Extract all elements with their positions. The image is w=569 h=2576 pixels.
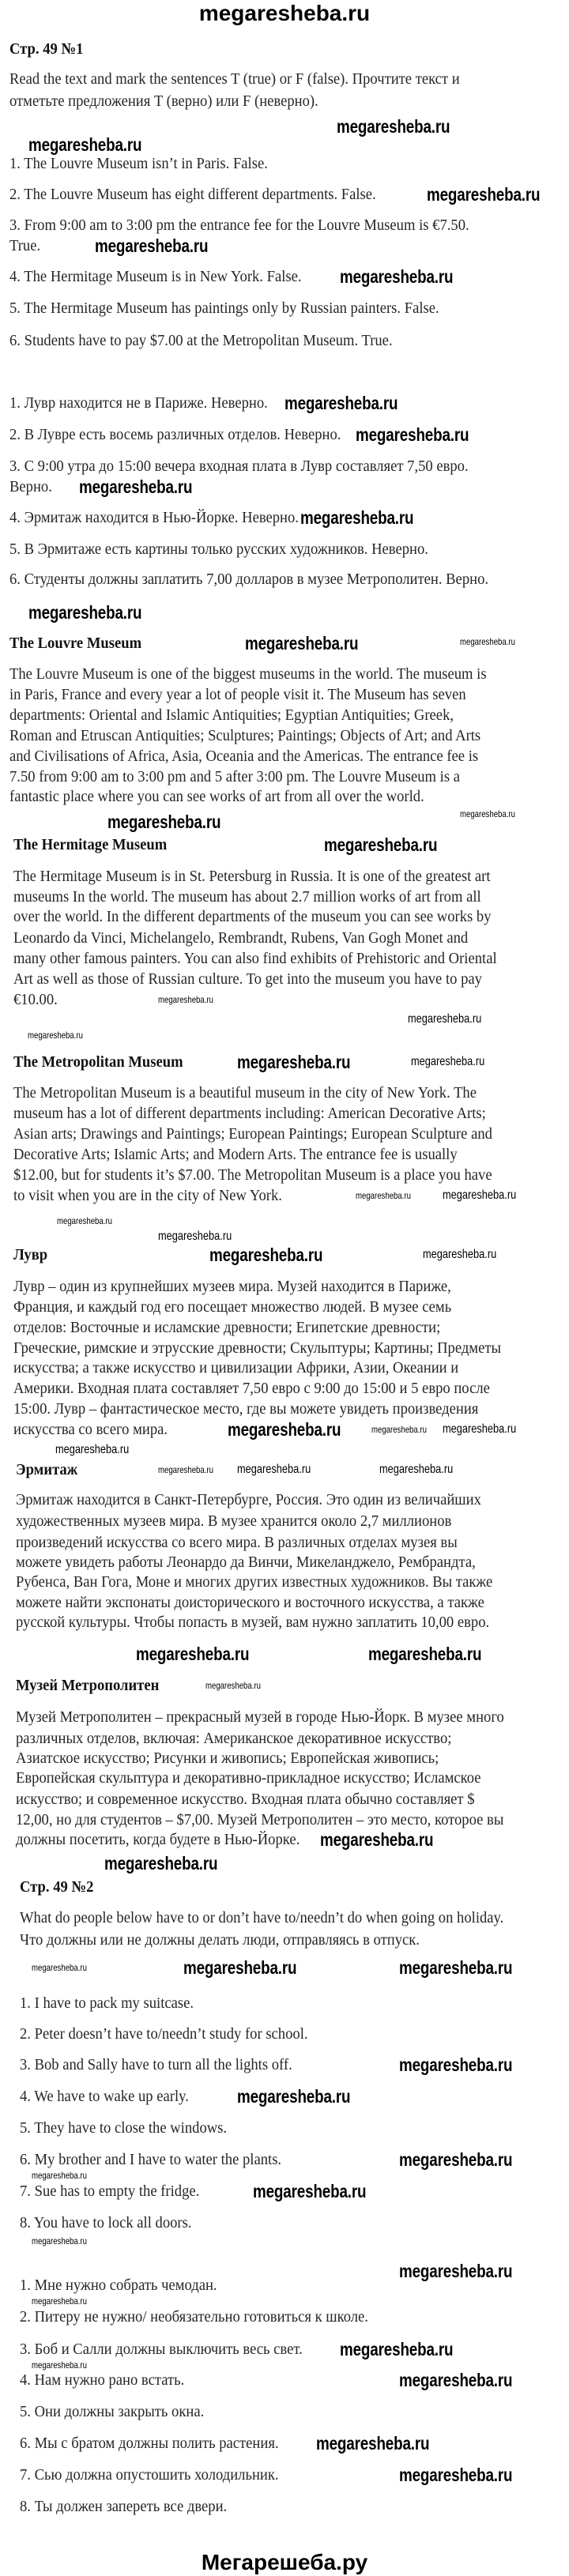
watermark-logo: megaresheba.ru xyxy=(423,1248,497,1261)
watermark-logo: megaresheba.ru xyxy=(253,2181,367,2201)
paragraph-line: должны посетить, когда будете в Нью-Йорке. xyxy=(16,1831,300,1848)
watermark-logo: megaresheba.ru xyxy=(337,116,450,137)
paragraph-line: Decorative Arts; Islamic Arts; and Modern Arts. The entrance fee is usually xyxy=(13,1146,458,1163)
watermark-logo: megaresheba.ru xyxy=(136,1644,250,1664)
watermark-logo: megaresheba.ru xyxy=(32,2295,87,2307)
answer-item: 2. The Louvre Museum has eight different departments. False. xyxy=(9,186,376,203)
paragraph-line: Лувр – один из крупнейших музеев мира. Музей находится в Париже, xyxy=(13,1278,451,1295)
answer-item: 4. Эрмитаж находится в Нью-Йорке. Неверно. xyxy=(9,509,299,526)
instruction-line: What do people below have to or don’t have to/needn’t do when going on holiday. xyxy=(20,1909,504,1926)
watermark-logo: megaresheba.ru xyxy=(460,636,515,647)
section-heading: Лувр xyxy=(13,1246,48,1264)
exercise-title: Стр. 49 №2 xyxy=(20,1878,94,1896)
answer-item: 5. The Hermitage Museum has paintings only by Russian painters. False. xyxy=(9,299,439,317)
answer-item: 4. The Hermitage Museum is in New York. False. xyxy=(9,268,302,285)
answer-item: 3. Bob and Sally have to turn all the lights off. xyxy=(20,2056,292,2073)
answer-item: 6. Мы с братом должны полить растения. xyxy=(20,2435,279,2452)
paragraph-line: The Metropolitan Museum is a beautiful museum in the city of New York. The xyxy=(13,1084,477,1102)
paragraph-line: Греческие, римские и этрусские древности; Скульптуры; Картины; Предметы xyxy=(13,1339,501,1357)
paragraph-line: отделов: Восточные и исламские древности; Египетские древности; xyxy=(13,1319,441,1336)
paragraph-line: 12,00, но для студентов – $7,00. Музей Метрополитен – это место, которое вы xyxy=(16,1811,504,1828)
paragraph-line: можете найти экспонаты доисторического и восточного искусства, а также xyxy=(16,1594,484,1611)
watermark-logo: megaresheba.ru xyxy=(379,1463,454,1476)
watermark-logo: megaresheba.ru xyxy=(57,1215,112,1226)
watermark-logo: megaresheba.ru xyxy=(237,1052,351,1072)
paragraph-line: €10.00. xyxy=(13,991,58,1008)
watermark-logo: megaresheba.ru xyxy=(460,808,515,819)
answer-item: 4. We have to wake up early. xyxy=(20,2088,189,2105)
answer-item: 6. Students have to pay $7.00 at the Metropolitan Museum. True. xyxy=(9,332,393,349)
watermark-logo: megaresheba.ru xyxy=(158,1230,232,1243)
answer-item: 1. The Louvre Museum isn’t in Paris. False. xyxy=(9,155,268,172)
section-heading: Музей Метрополитен xyxy=(16,1677,160,1694)
watermark-logo: megaresheba.ru xyxy=(209,1245,323,1265)
footer-logo[interactable]: Мегарешеба.ру xyxy=(201,2550,368,2574)
paragraph-line: $12.00, but for students it’s $7.00. The Metropolitan Museum is a place you have xyxy=(13,1166,492,1184)
watermark-logo: megaresheba.ru xyxy=(284,393,398,413)
answer-item: 3. Боб и Салли должны выключить весь свет. xyxy=(20,2341,303,2358)
paragraph-line: museum has a lot of different departments including: American Decorative Arts; xyxy=(13,1105,486,1122)
watermark-logo: megaresheba.ru xyxy=(32,2359,87,2371)
answer-item: 1. I have to pack my suitcase. xyxy=(20,1994,194,2012)
watermark-logo: megaresheba.ru xyxy=(399,2370,513,2390)
answer-item: 1. Мне нужно собрать чемодан. xyxy=(20,2277,217,2294)
answer-item: 5. Они должны закрыть окна. xyxy=(20,2403,205,2420)
paragraph-line: Asian arts; Drawings and Paintings; European Paintings; European Sculpture and xyxy=(13,1125,492,1143)
paragraph-line: over the world. In the different departments of the museum you can see works by xyxy=(13,908,492,925)
paragraph-line: искусство; и современное искусство. Входная плата обычно составляет $ xyxy=(16,1791,475,1808)
answer-item: 4. Нам нужно рано встать. xyxy=(20,2371,185,2389)
watermark-logo: megaresheba.ru xyxy=(237,2086,351,2107)
watermark-logo: megaresheba.ru xyxy=(205,1680,261,1691)
watermark-logo: megaresheba.ru xyxy=(340,2339,454,2359)
watermark-logo: megaresheba.ru xyxy=(316,2433,430,2454)
watermark-logo: megaresheba.ru xyxy=(320,1829,434,1850)
watermark-logo: megaresheba.ru xyxy=(32,1962,87,1973)
watermark-logo: megaresheba.ru xyxy=(411,1055,485,1068)
paragraph-line: 7.50 from 9:00 am to 3:00 pm and 5 after 3:00 pm. The Louvre Museum is a xyxy=(9,768,460,785)
watermark-logo: megaresheba.ru xyxy=(228,1419,341,1440)
paragraph-line: museums In the world. The museum has about 2.7 million works of art from all xyxy=(13,888,481,906)
watermark-logo: megaresheba.ru xyxy=(95,235,209,256)
paragraph-line: Европейская скульптура и декоративно-прикладное искусство; Исламское xyxy=(16,1769,481,1787)
paragraph-line: departments: Oriental and Islamic Antiquities; Egyptian Antiquities; Greek, xyxy=(9,706,454,724)
section-heading: The Louvre Museum xyxy=(9,635,142,652)
paragraph-line: Франция, и каждый год его посещает множество людей. В музее семь xyxy=(13,1298,452,1316)
instruction-line: Что должны или не должны делать люди, отправляясь в отпуск. xyxy=(20,1931,420,1949)
instruction-line: Read the text and mark the sentences T (true) or F (false). Прочтите текст и xyxy=(9,70,460,88)
watermark-logo: megaresheba.ru xyxy=(399,1957,513,1978)
answer-item: 8. Ты должен запереть все двери. xyxy=(20,2498,228,2515)
watermark-logo: megaresheba.ru xyxy=(300,507,414,528)
watermark-logo: megaresheba.ru xyxy=(408,1012,482,1026)
watermark-logo: megaresheba.ru xyxy=(28,134,142,155)
watermark-logo: megaresheba.ru xyxy=(32,2235,87,2246)
answer-item: 5. В Эрмитаже есть картины только русских художников. Неверно. xyxy=(9,540,428,558)
watermark-logo: megaresheba.ru xyxy=(443,1188,517,1202)
paragraph-line: искусства; а также искусство и цивилизации Африки, Азии, Океании и xyxy=(13,1359,459,1377)
answer-item: 6. Студенты должны заплатить 7,00 долларов в музее Метрополитен. Верно. xyxy=(9,571,489,588)
paragraph-line: Leonardo da Vinci, Michelangelo, Rembrandt, Rubens, Van Gogh Monet and xyxy=(13,929,469,947)
watermark-logo: megaresheba.ru xyxy=(55,1443,130,1456)
answer-item: 1. Лувр находится не в Париже. Неверно. xyxy=(9,394,268,412)
paragraph-line: Рубенса, Ван Гога, Моне и многих других известных художников. Вы также xyxy=(16,1573,493,1591)
paragraph-line: to visit when you are in the city of New York. xyxy=(13,1187,282,1204)
answer-item: 7. Sue has to empty the fridge. xyxy=(20,2182,200,2200)
watermark-logo: megaresheba.ru xyxy=(340,266,454,287)
exercise-title: Стр. 49 №1 xyxy=(9,40,84,58)
answer-item: Верно. xyxy=(9,478,52,495)
watermark-logo: megaresheba.ru xyxy=(368,1644,482,1664)
answer-item: 5. They have to close the windows. xyxy=(20,2119,228,2137)
paragraph-line: The Louvre Museum is one of the biggest museums in the world. The museum is xyxy=(9,665,487,683)
paragraph-line: можете увидеть работы Леонардо да Винчи, Микеланджело, Рембрандта, xyxy=(16,1554,476,1571)
paragraph-line: Art as well as those of Russian culture. To get into the museum you have to pay xyxy=(13,970,482,988)
watermark-logo: megaresheba.ru xyxy=(356,1190,411,1201)
instruction-line: отметьте предложения T (верно) или F (неверно). xyxy=(9,92,318,110)
watermark-logo: megaresheba.ru xyxy=(28,602,142,623)
paragraph-line: Америки. Входная плата составляет 7,50 евро с 9:00 до 15:00 и 5 евро после xyxy=(13,1380,490,1397)
site-header-logo[interactable]: megaresheba.ru xyxy=(198,1,371,25)
paragraph-line: Эрмитаж находится в Санкт-Петербурге, Россия. Это один из величайших xyxy=(16,1491,481,1508)
paragraph-line: fantastic place where you can see works of art from all over the world. xyxy=(9,788,424,805)
watermark-logo: megaresheba.ru xyxy=(104,1853,218,1874)
watermark-logo: megaresheba.ru xyxy=(79,476,193,497)
paragraph-line: Музей Метрополитен – прекрасный музей в городе Нью-Йорк. В музее много xyxy=(16,1708,504,1726)
watermark-logo: megaresheba.ru xyxy=(158,1464,213,1475)
watermark-logo: megaresheba.ru xyxy=(32,2170,87,2181)
watermark-logo: megaresheba.ru xyxy=(443,1422,517,1436)
watermark-logo: megaresheba.ru xyxy=(183,1957,297,1978)
answer-item: 2. Peter doesn’t have to/needn’t study for school. xyxy=(20,2025,308,2043)
section-heading: Эрмитаж xyxy=(16,1461,78,1478)
paragraph-line: 15:00. Лувр – фантастическое место, где вы можете увидеть произведения xyxy=(13,1400,479,1418)
watermark-logo: megaresheba.ru xyxy=(427,184,541,205)
answer-item: True. xyxy=(9,237,41,254)
watermark-logo: megaresheba.ru xyxy=(158,994,213,1005)
paragraph-line: Roman and Etruscan Antiquities; Sculptures; Paintings; Objects of Art; and Arts xyxy=(9,727,481,744)
answer-item: 2. Питеру не нужно/ необязательно готовиться к школе. xyxy=(20,2308,368,2326)
answer-item: 7. Сью должна опустошить холодильник. xyxy=(20,2466,279,2484)
watermark-logo: megaresheba.ru xyxy=(399,2261,513,2281)
watermark-logo: megaresheba.ru xyxy=(399,2465,513,2485)
paragraph-line: many other famous painters. You can also find exhibits of Prehistoric and Oriental xyxy=(13,950,497,967)
paragraph-line: and Civilisations of Africa, Asia, Oceania and the Americas. The entrance fee is xyxy=(9,748,479,765)
answer-item: 2. В Лувре есть восемь различных отделов. Неверно. xyxy=(9,426,341,443)
watermark-logo: megaresheba.ru xyxy=(399,2054,513,2075)
watermark-logo: megaresheba.ru xyxy=(399,2149,513,2170)
paragraph-line: художественных музеев мира. В музее хранится около 2,7 миллионов xyxy=(16,1512,452,1530)
watermark-logo: megaresheba.ru xyxy=(371,1424,427,1435)
paragraph-line: искусства со всего мира. xyxy=(13,1421,168,1438)
answer-item: 6. My brother and I have to water the plants. xyxy=(20,2151,282,2168)
watermark-logo: megaresheba.ru xyxy=(107,812,221,832)
answer-item: 3. С 9:00 утра до 15:00 вечера входная плата в Лувр составляет 7,50 евро. xyxy=(9,458,469,475)
watermark-logo: megaresheba.ru xyxy=(324,834,438,855)
paragraph-line: различных отделов, включая: Американское декоративное искусство; xyxy=(16,1730,452,1747)
answer-item: 8. You have to lock all doors. xyxy=(20,2214,192,2231)
paragraph-line: Азиатское искусство; Рисунки и живопись; Европейская живопись; xyxy=(16,1749,439,1767)
paragraph-line: русской культуры. Чтобы попасть в музей, вам нужно заплатить 10,00 евро. xyxy=(16,1614,490,1631)
paragraph-line: произведений искусства со всего мира. В различных отделах музея вы xyxy=(16,1534,458,1551)
watermark-logo: megaresheba.ru xyxy=(237,1463,311,1476)
watermark-logo: megaresheba.ru xyxy=(245,633,359,653)
section-heading: The Hermitage Museum xyxy=(13,836,168,853)
paragraph-line: The Hermitage Museum is in St. Petersburg in Russia. It is one of the greatest art xyxy=(13,868,491,885)
watermark-logo: megaresheba.ru xyxy=(28,1030,83,1041)
paragraph-line: in Paris, France and every year a lot of people visit it. The Museum has seven xyxy=(9,686,466,703)
section-heading: The Metropolitan Museum xyxy=(13,1053,183,1071)
watermark-logo: megaresheba.ru xyxy=(356,424,469,445)
answer-item: 3. From 9:00 am to 3:00 pm the entrance fee for the Louvre Museum is €7.50. xyxy=(9,217,469,234)
